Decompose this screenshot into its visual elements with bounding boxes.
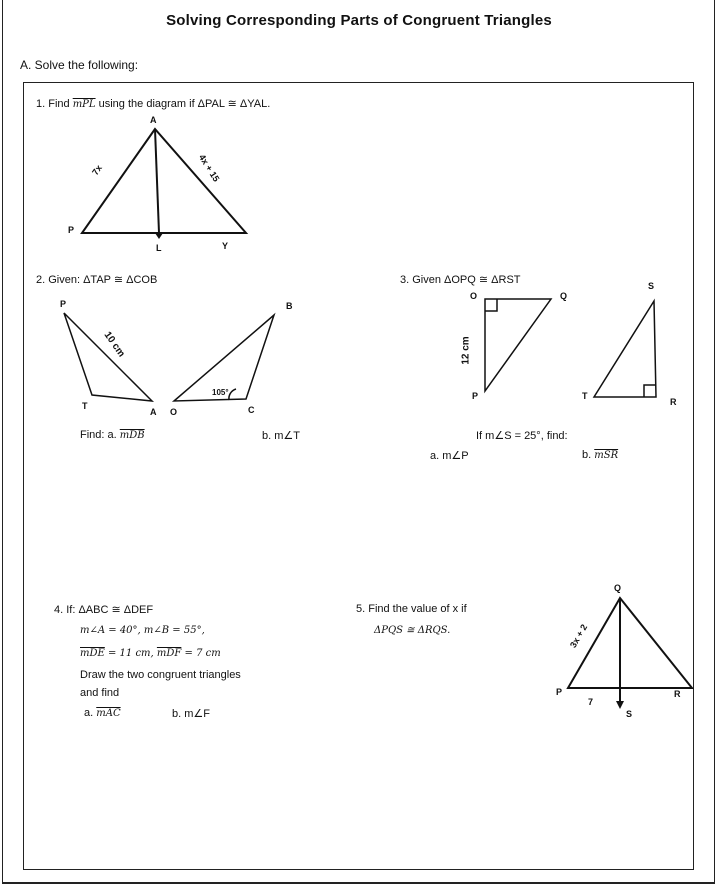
problem-3-condition: If m∠S = 25°, find: xyxy=(476,430,568,442)
diagram-3-side-label: 12 cm xyxy=(460,336,472,365)
diagram-1-side-left: 7x xyxy=(90,163,104,177)
problem-2-find-a xyxy=(80,429,145,441)
diagram-1-label-a: A xyxy=(150,115,157,125)
problem-3-find-b-segment: $\overline{mSR}$ xyxy=(594,450,619,461)
diagram-5-label-q: Q xyxy=(614,583,622,593)
problem-4-given: 4. If: ΔABC ≅ ΔDEF xyxy=(54,604,154,616)
problem-4-instruction: Draw the two congruent triangles xyxy=(80,669,241,681)
problem-5-statement: 5. Find the value of x if xyxy=(356,603,467,615)
diagram-3-label-q: Q xyxy=(560,291,568,301)
problem-1-condition: using the diagram if ΔPAL ≅ ΔYAL. xyxy=(98,98,271,110)
diagram-5-label-p: P xyxy=(556,687,563,697)
problem-4-find-a-segment: $\overline{mAC}$ xyxy=(96,708,121,719)
diagram-1-label-y: Y xyxy=(222,241,229,251)
diagram-1-side-right: 4x + 15 xyxy=(196,152,222,184)
problem-4-segment-de: $\overline{mDE}$ xyxy=(80,648,105,659)
problem-4-find-b: b. m∠F xyxy=(172,708,210,720)
problem-3-find-a: a. m∠P xyxy=(430,450,469,462)
problem-1-segment: $\overline{mPL}$ xyxy=(72,99,96,110)
problem-4-angles: m∠A = 40°, m∠B = 55°, xyxy=(80,625,205,636)
diagram-1-label-l: L xyxy=(156,243,162,253)
problem-2-find-a-label: Find: a. xyxy=(80,429,117,441)
problem-3-given: 3. Given ΔOPQ ≅ ΔRST xyxy=(400,274,521,286)
diagram-3-label-t: T xyxy=(582,391,588,401)
diagram-2-label-b: B xyxy=(286,301,293,311)
problem-2-given: 2. Given: ΔTAP ≅ ΔCOB xyxy=(36,274,158,286)
problem-1-label: 1. Find xyxy=(36,98,70,110)
problem-4-find-a-label: a. xyxy=(84,707,94,719)
diagram-2-angle-label: 105° xyxy=(212,388,229,397)
diagram-2-label-t: T xyxy=(82,401,88,411)
diagram-3-label-p: P xyxy=(472,391,479,401)
diagram-2-side-label: 10 cm xyxy=(101,329,127,360)
diagram-3-label-r: R xyxy=(670,397,677,407)
problem-5-condition: ΔPQS ≅ ΔRQS. xyxy=(374,625,451,636)
problem-4-df-value: = 7 cm xyxy=(181,648,221,659)
problem-2-find-b: b. m∠T xyxy=(262,430,300,442)
page-title: Solving Corresponding Parts of Congruent Triangles xyxy=(166,12,552,29)
diagram-2-label-c: C xyxy=(248,405,255,415)
problems-box xyxy=(23,82,694,870)
section-a-heading: A. Solve the following: xyxy=(20,58,139,72)
diagram-5-side-label: 3x + 2 xyxy=(567,622,590,650)
diagram-5-label-s: S xyxy=(626,709,633,719)
diagram-2-label-o: O xyxy=(170,407,178,417)
problem-3-find-b xyxy=(582,449,618,461)
problem-4-de-value: = 11 cm, xyxy=(104,648,157,659)
diagram-2-label-a: A xyxy=(150,407,157,417)
diagram-2-label-p: P xyxy=(60,299,67,309)
problem-4-and-find: and find xyxy=(80,687,120,699)
diagram-1-triangle xyxy=(82,129,246,239)
diagram-3-label-s: S xyxy=(648,281,655,291)
problem-4-sides xyxy=(80,647,221,659)
diagram-1-label-p: P xyxy=(68,225,75,235)
diagram-2-triangles xyxy=(64,313,274,401)
diagrams-svg xyxy=(24,83,695,871)
problem-4-segment-df: $\overline{mDF}$ xyxy=(156,648,182,659)
problem-2-find-a-segment: $\overline{mDB}$ xyxy=(119,430,145,441)
problem-4-find-a xyxy=(84,707,121,719)
diagram-3-label-o: O xyxy=(470,291,478,301)
diagram-5-label-r: R xyxy=(674,689,681,699)
diagram-5-base-label: 7 xyxy=(588,697,594,707)
diagram-3-triangles xyxy=(485,299,656,397)
problem-3-find-b-label: b. xyxy=(582,449,592,461)
